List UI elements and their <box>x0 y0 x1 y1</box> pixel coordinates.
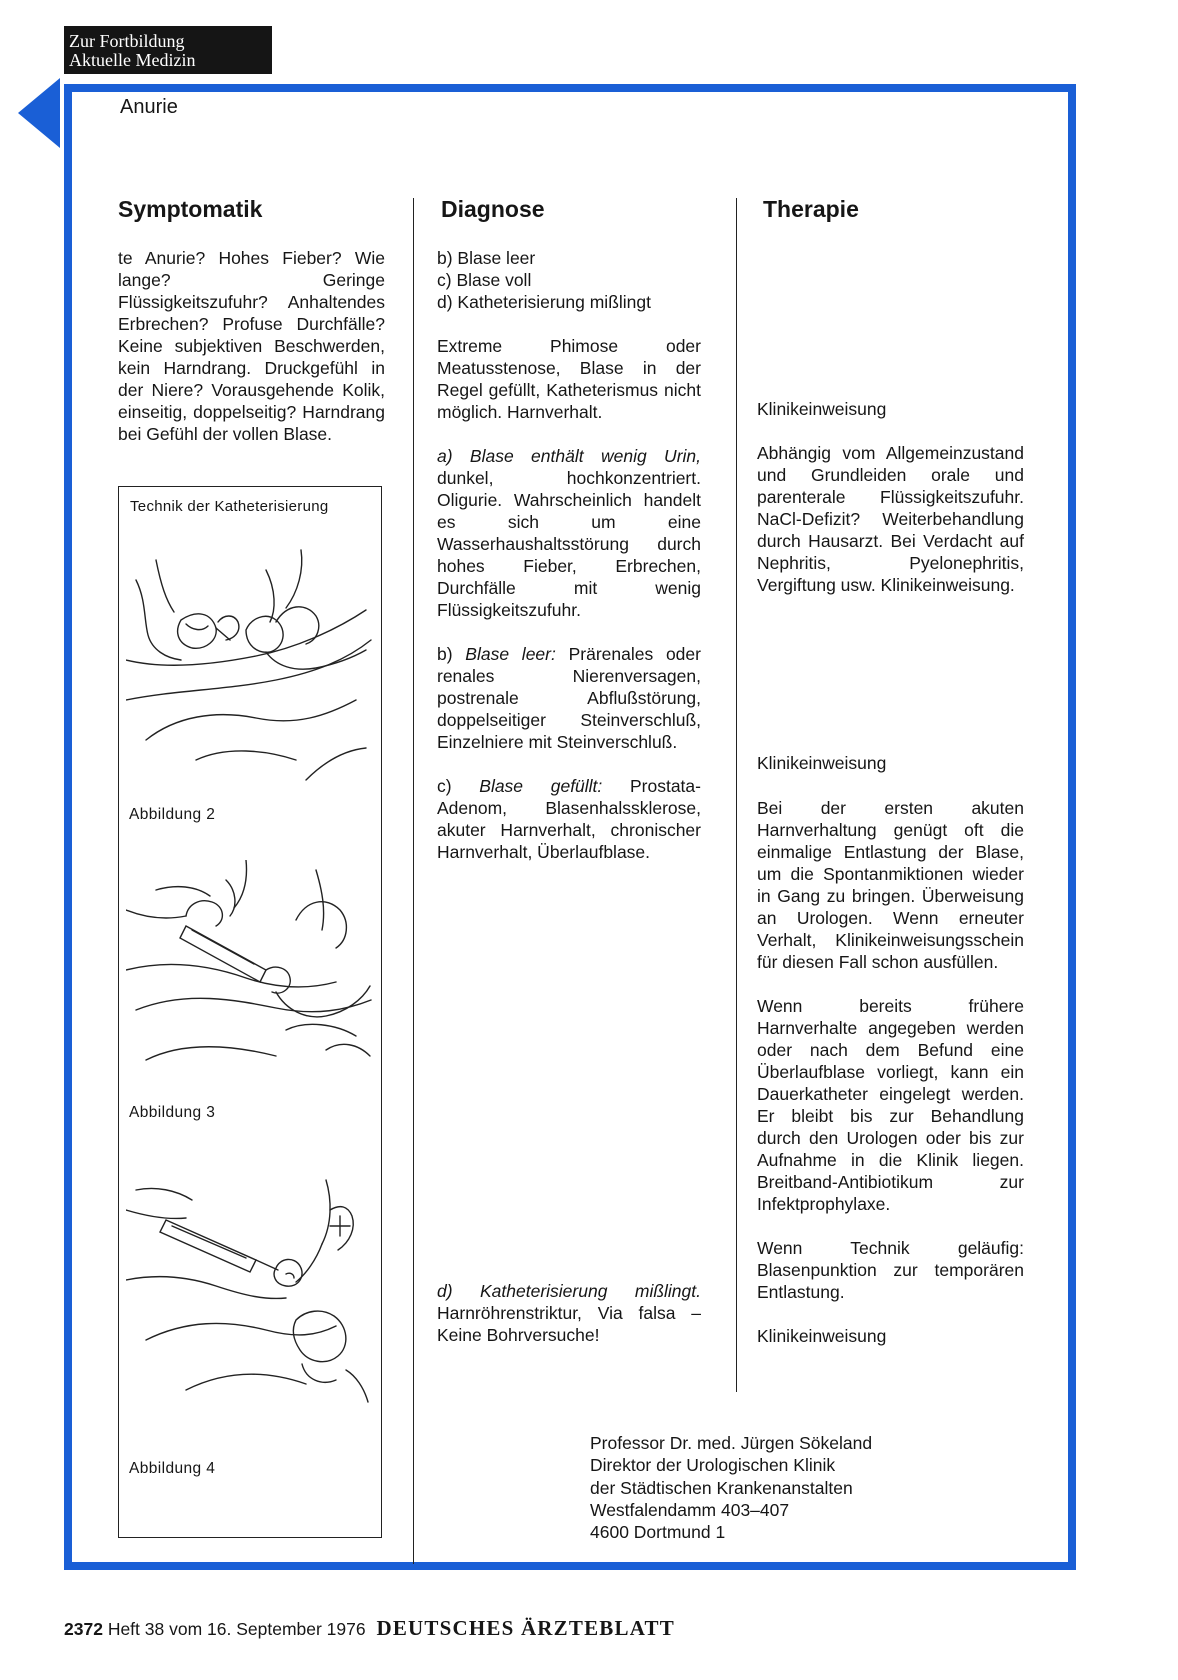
diagnose-a-label: a) Blase enthält wenig Urin, <box>437 446 701 466</box>
author-line: 4600 Dortmund 1 <box>590 1522 726 1543</box>
therapie-column-lower <box>757 797 1024 1347</box>
therapie-paragraph-1: Abhängig vom Allgemeinzustand und Grundleiden orale und parenterale Flüssigkeitszufuhr. NaCl-Defizit? Weiterbehandlung durch Hausarzt. Bei Verdacht auf Nephritis, Pyelonephritis, Vergiftung usw. Klinikeinweisung. <box>757 443 1024 595</box>
column-divider-left <box>413 198 414 1564</box>
symptomatik-column <box>118 247 385 445</box>
diagnose-b-prefix: b) <box>437 644 453 664</box>
therapie-paragraph-3: Wenn bereits frühere Harnverhalte angegeben werden oder nach dem Befund eine Überlaufblase vorliegt, kann ein Dauerkatheter eingelegt werden. Er bleibt bis zur Behandlung durch den Urologen oder bis zur Aufnahme in die Klinik liegen. Breitband-Antibiotikum zur Infektprophylaxe. <box>757 996 1024 1214</box>
section-tag-line1: Zur Fortbildung <box>69 31 185 51</box>
author-line: Professor Dr. med. Jürgen Sökeland <box>590 1433 873 1453</box>
heading-diagnose: Diagnose <box>441 196 545 222</box>
author-address <box>590 1432 872 1543</box>
diagnose-column <box>437 247 701 885</box>
diagnose-paragraph-phimose: Extreme Phimose oder Meatusstenose, Blase in der Regel gefüllt, Katheterismus nicht möglich. Harnverhalt. <box>437 336 701 422</box>
diagnose-c-text: Prostata-Adenom, Blasenhalssklerose, akuter Harnverhalt, chronischer Harnverhalt, Überlaufblase. <box>437 776 701 862</box>
page-footer <box>64 1616 675 1641</box>
author-line: Westfalendamm 403–407 <box>590 1499 790 1520</box>
section-tag-line2: Aktuelle Medizin <box>69 50 196 70</box>
diagnose-c-prefix: c) <box>437 776 452 796</box>
catheter-illustration-fig2 <box>126 540 376 790</box>
therapie-klinikeinweisung-2: Klinikeinweisung <box>757 753 887 773</box>
therapie-paragraph-2: Bei der ersten akuten Harnverhaltung genügt oft die einmalige Entlastung der Blase, um die Spontanmiktionen wieder in Gang zu bringen. Überweisung an Urologen. Wenn erneuter Verhalt, Klinikeinweisungsschein für diesen Fall schon ausfüllen. <box>757 798 1024 972</box>
topic-title: Anurie <box>120 96 178 118</box>
journal-name: DEUTSCHES ÄRZTEBLATT <box>376 1616 675 1640</box>
catheter-illustration-fig3 <box>126 860 376 1090</box>
diagnose-b-label: Blase leer: <box>465 644 556 664</box>
diagnose-paragraph-a <box>437 445 701 621</box>
diagnose-c-label: Blase gefüllt: <box>479 776 603 796</box>
figure-caption-2: Abbildung 2 <box>129 806 216 823</box>
diagnose-list-item: b) Blase leer <box>437 248 536 268</box>
therapie-klinikeinweisung-1: Klinikeinweisung <box>757 399 887 419</box>
left-arrow-icon <box>18 78 60 148</box>
diagnose-paragraph-d <box>437 1280 701 1346</box>
issue-info: Heft 38 vom 16. September 1976 <box>107 1619 366 1639</box>
author-line: Direktor der Urologischen Klinik <box>590 1455 836 1476</box>
diagnose-list-item: d) Katheterisierung mißlingt <box>437 292 651 312</box>
heading-symptomatik: Symptomatik <box>118 196 263 222</box>
page-number: 2372 <box>64 1619 103 1639</box>
therapie-paragraph-4: Wenn Technik geläufig: Blasenpunktion zur temporären Entlastung. <box>757 1238 1024 1302</box>
symptomatik-text: te Anurie? Hohes Fieber? Wie lange? Geringe Flüssigkeitszufuhr? Anhaltendes Erbrechen? Profuse Durchfälle? Keine subjektiven Beschwerden, kein Harndrang. Druckgefühl in der Niere? Vorausgehende Kolik, einseitig, doppelseitig? Harndrang bei Gefühl der vollen Blase. <box>118 248 385 444</box>
diagnose-list-item: c) Blase voll <box>437 270 532 290</box>
diagnose-d-text: Harnröhrenstriktur, Via falsa – Keine Bohrversuche! <box>437 1303 701 1345</box>
heading-therapie: Therapie <box>763 196 859 222</box>
therapie-klinikeinweisung-3: Klinikeinweisung <box>757 1326 887 1346</box>
diagnose-paragraph-c <box>437 775 701 863</box>
figure-caption-4: Abbildung 4 <box>129 1460 216 1477</box>
column-divider-right <box>736 198 737 1392</box>
section-tag <box>64 26 272 74</box>
figure-title: Technik der Katheterisierung <box>130 498 329 515</box>
diagnose-b-text: Prärenales oder renales Nierenversagen, postrenale Abflußstörung, doppelseitiger Steinverschluß, Einzelniere mit Steinverschluß. <box>437 644 701 752</box>
catheter-illustration-fig4 <box>126 1170 376 1420</box>
diagnose-paragraph-b <box>437 643 701 753</box>
figure-caption-3: Abbildung 3 <box>129 1104 216 1121</box>
diagnose-d-label: d) Katheterisierung mißlingt. <box>437 1281 701 1301</box>
author-line: der Städtischen Krankenanstalten <box>590 1477 853 1498</box>
diagnose-a-text: dunkel, hochkonzentriert. Oligurie. Wahrscheinlich handelt es sich um eine Wasserhaushaltsstörung durch hohes Fieber, Erbrechen, Durchfälle mit wenig Flüssigkeitszufuhr. <box>437 468 701 620</box>
